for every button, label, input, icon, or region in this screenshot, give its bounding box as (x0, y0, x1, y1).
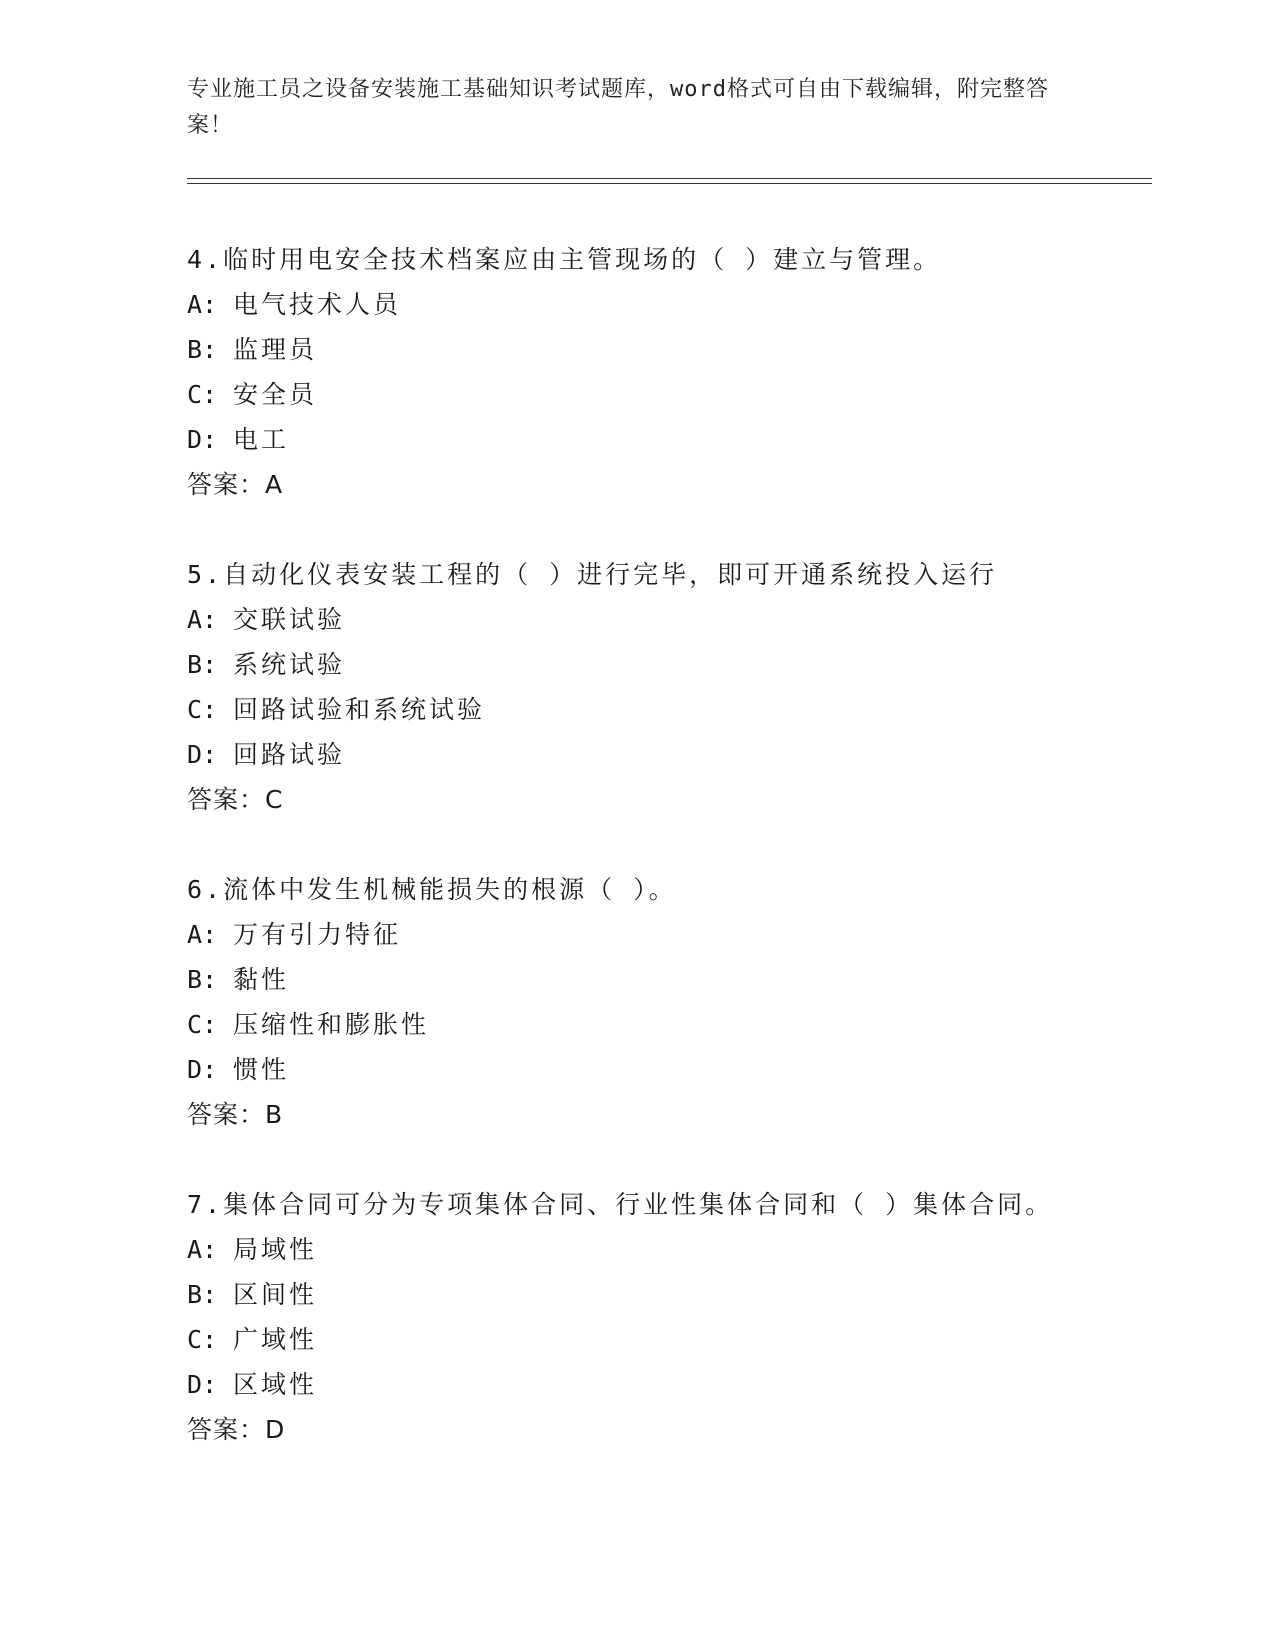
option-text: 电气技术人员 (233, 290, 402, 319)
option-letter: D: (187, 425, 218, 454)
option-c (187, 372, 1152, 417)
option-letter: D: (187, 740, 218, 769)
option-a (187, 912, 1152, 957)
option-text: 压缩性和膨胀性 (233, 1010, 430, 1039)
option-c (187, 687, 1152, 732)
option-d (187, 1362, 1152, 1407)
option-letter: B: (187, 965, 218, 994)
option-letter: A: (187, 1235, 218, 1264)
option-letter: C: (187, 1010, 218, 1039)
option-a (187, 282, 1152, 327)
option-b (187, 957, 1152, 1002)
option-c (187, 1002, 1152, 1047)
option-text: 回路试验 (233, 740, 346, 769)
answer-line: 答案：B (187, 1100, 284, 1129)
option-b (187, 1272, 1152, 1317)
option-letter: B: (187, 650, 218, 679)
option-b (187, 327, 1152, 372)
option-d (187, 732, 1152, 777)
answer-line: 答案：A (187, 470, 284, 499)
option-text: 惯性 (233, 1055, 290, 1084)
option-text: 广域性 (233, 1325, 318, 1354)
option-letter: C: (187, 695, 218, 724)
option-text: 万有引力特征 (233, 920, 402, 949)
option-letter: D: (187, 1370, 218, 1399)
option-letter: A: (187, 920, 218, 949)
question-item (187, 867, 1152, 1138)
option-text: 安全员 (233, 380, 318, 409)
option-d (187, 417, 1152, 462)
option-text: 交联试验 (233, 605, 346, 634)
option-text: 回路试验和系统试验 (233, 695, 486, 724)
option-letter: A: (187, 605, 218, 634)
question-stem: 4.临时用电安全技术档案应由主管现场的（ ）建立与管理。 (187, 245, 942, 274)
option-letter: B: (187, 1280, 218, 1309)
option-letter: B: (187, 335, 218, 364)
question-stem: 6.流体中发生机械能损失的根源（ ）。 (187, 875, 677, 904)
option-text: 系统试验 (233, 650, 346, 679)
question-item (187, 1182, 1152, 1453)
document-header: 专业施工员之设备安装施工基础知识考试题库，word格式可自由下载编辑，附完整答案！ (187, 77, 1049, 138)
option-a (187, 597, 1152, 642)
answer-line: 答案：D (187, 1415, 286, 1444)
option-letter: C: (187, 380, 218, 409)
header-divider-top (187, 178, 1152, 179)
option-c (187, 1317, 1152, 1362)
question-item (187, 552, 1152, 823)
document-page (187, 0, 1152, 1650)
option-text: 黏性 (233, 965, 290, 994)
question-item (187, 237, 1152, 508)
option-a (187, 1227, 1152, 1272)
option-letter: D: (187, 1055, 218, 1084)
question-list (187, 237, 1152, 1497)
option-b (187, 642, 1152, 687)
option-letter: C: (187, 1325, 218, 1354)
question-stem: 5.自动化仪表安装工程的（ ）进行完毕，即可开通系统投入运行 (187, 560, 998, 589)
option-text: 区间性 (233, 1280, 318, 1309)
option-text: 区域性 (233, 1370, 318, 1399)
option-d (187, 1047, 1152, 1092)
question-stem: 7.集体合同可分为专项集体合同、行业性集体合同和（ ）集体合同。 (187, 1190, 1054, 1219)
answer-line: 答案：C (187, 785, 284, 814)
option-text: 局域性 (233, 1235, 318, 1264)
option-text: 监理员 (233, 335, 318, 364)
header-divider-bottom (187, 183, 1152, 184)
option-letter: A: (187, 290, 218, 319)
option-text: 电工 (233, 425, 290, 454)
